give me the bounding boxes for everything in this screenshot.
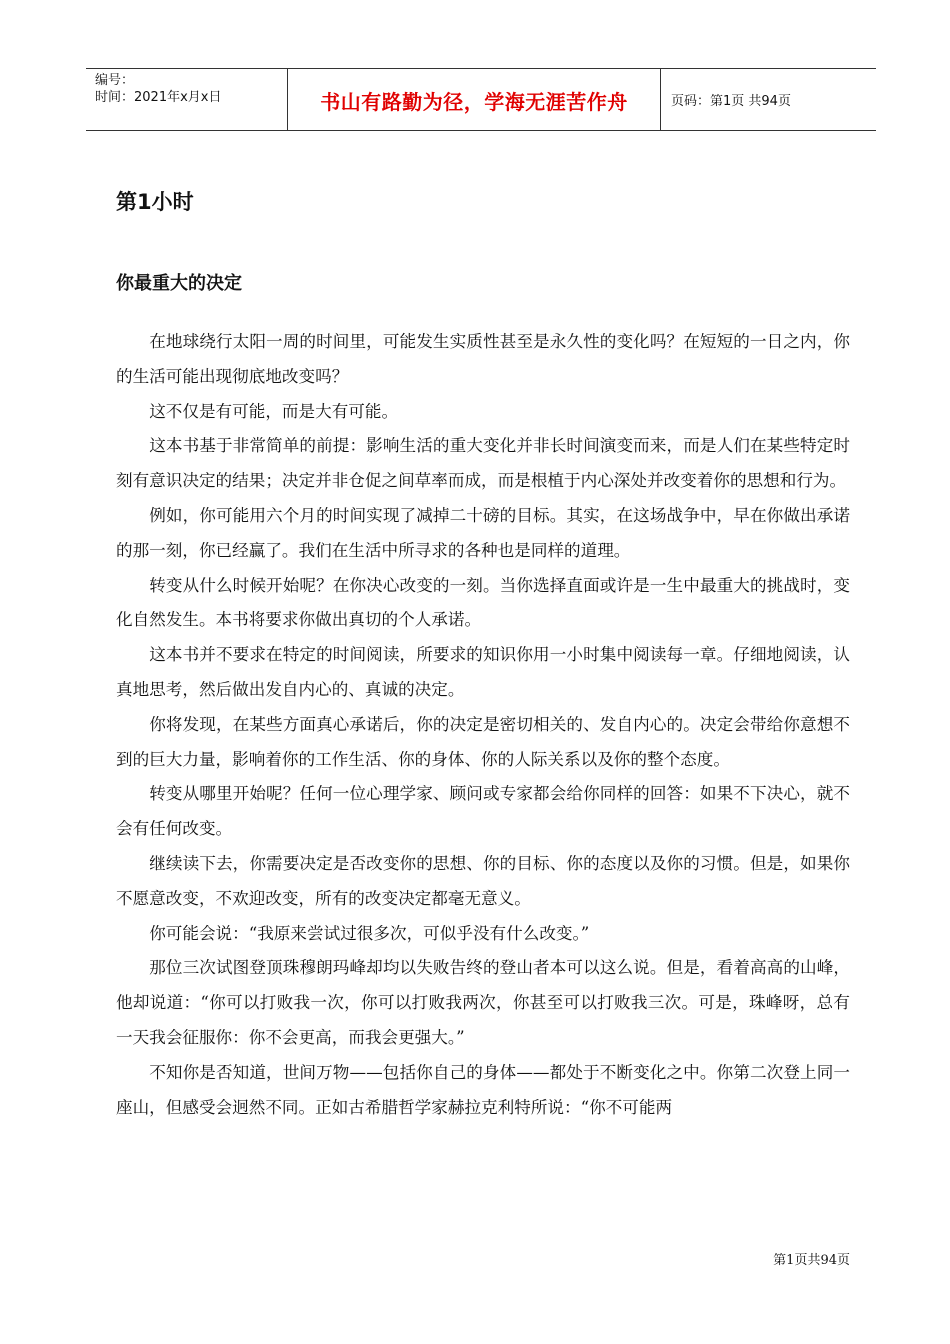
paragraph: 你将发现，在某些方面真心承诺后，你的决定是密切相关的、发自内心的。决定会带给你意想不到的巨大力量，影响着你的工作生活、你的身体、你的人际关系以及你的整个态度。 <box>116 714 850 769</box>
chapter-title: 第1小时 <box>116 190 194 214</box>
paragraph: 这本书并不要求在特定的时间阅读，所要求的知识你用一小时集中阅读每一章。仔细地阅读，认真地思考，然后做出发自内心的、真诚的决定。 <box>116 645 850 699</box>
page-footer: 第1页共94页 <box>773 1253 850 1268</box>
paragraph: 转变从什么时候开始呢？在你决心改变的一刻。当你选择直面或许是一生中最重大的挑战时，变化自然发生。本书将要求你做出真切的个人承诺。 <box>116 575 850 630</box>
header-motto-cell <box>287 69 661 130</box>
body-text <box>116 325 850 1125</box>
page-header <box>86 68 876 131</box>
paragraph: 这本书基于非常简单的前提：影响生活的重大变化并非长时间演变而来，而是人们在某些特定时刻有意识决定的结果；决定并非仓促之间草率而成，而是根植于内心深处并改变着你的思想和行为。 <box>116 436 850 491</box>
paragraph: 不知你是否知道，世间万物——包括你自己的身体——都处于不断变化之中。你第二次登上同一座山，但感受会迥然不同。正如古希腊哲学家赫拉克利特所说：“你不可能两 <box>116 1062 850 1117</box>
motto: 书山有路勤为径，学海无涯苦作舟 <box>320 90 628 114</box>
paragraph: 转变从哪里开始呢？任何一位心理学家、顾问或专家都会给你同样的回答：如果不下决心，就不会有任何改变。 <box>116 784 850 839</box>
paragraph: 继续读下去，你需要决定是否改变你的思想、你的目标、你的态度以及你的习惯。但是，如果你不愿意改变，不欢迎改变，所有的改变决定都毫无意义。 <box>116 853 850 908</box>
paragraph: 这不仅是有可能，而是大有可能。 <box>149 401 399 421</box>
paragraph: 在地球绕行太阳一周的时间里，可能发生实质性甚至是永久性的变化吗？在短短的一日之内，你的生活可能出现彻底地改变吗？ <box>116 332 850 386</box>
paragraph: 例如，你可能用六个月的时间实现了减掉二十磅的目标。其实，在这场战争中，早在你做出承诺的那一刻，你已经赢了。我们在生活中所寻求的各种也是同样的道理。 <box>116 505 850 560</box>
paragraph: 你可能会说：“我原来尝试过很多次，可似乎没有什么改变。” <box>149 923 590 943</box>
section-title: 你最重大的决定 <box>116 273 242 294</box>
header-page-label: 页码：第1页 共94页 <box>671 94 791 109</box>
header-meta-cell <box>86 69 286 130</box>
paragraph: 那位三次试图登顶珠穆朗玛峰却均以失败告终的登山者本可以这么说。但是，看着高高的山峰，他却说道：“你可以打败我一次，你可以打败我两次，你甚至可以打败我三次。可是，珠峰呀，总有一天我会征服你：你不会更高，而我会更强大。” <box>116 958 850 1047</box>
header-page-cell <box>661 69 876 130</box>
number-label: 编号： <box>95 73 135 88</box>
time-label: 时间：2021年x月x日 <box>95 90 222 105</box>
